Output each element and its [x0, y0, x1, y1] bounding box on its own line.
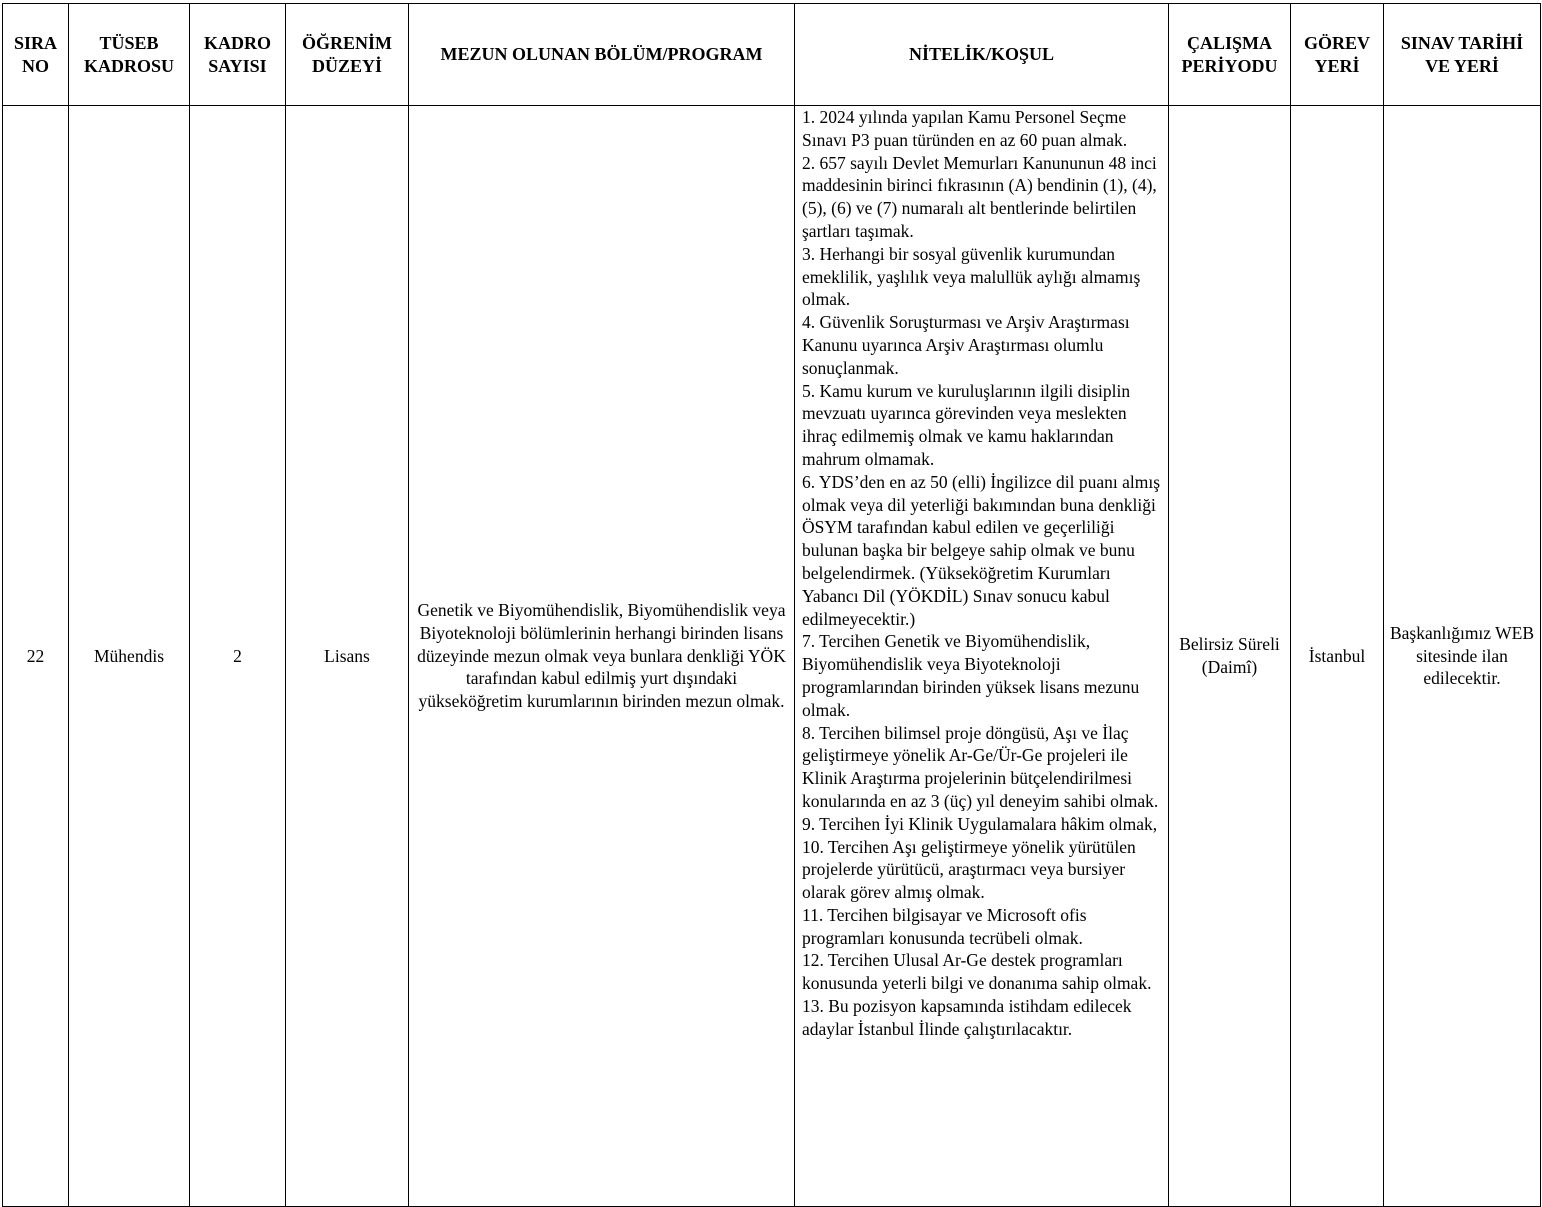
header-sayi: KADRO SAYISI: [190, 4, 286, 106]
condition-item: 6. YDS’den en az 50 (elli) İngilizce dil puanı almış olmak veya dil yeterliği bakımından buna denkliği ÖSYM tarafından kabul edilen ve geçerliliği bulunan başka bir belgeye sahip olmak ve bunu belgelendirmek. (Yükseköğretim Kurumları Yabancı Dil (YÖKDİL) Sınav sonucu kabul edilmeyecektir.): [802, 471, 1160, 629]
cell-nitelik: [795, 106, 1169, 1207]
condition-item: 11. Tercihen bilgisayar ve Microsoft ofis programları konusunda tecrübeli olmak.: [802, 904, 1087, 948]
header-kadro: TÜSEB KADROSU: [69, 4, 190, 106]
header-ogrenim: ÖĞRENİM DÜZEYİ: [286, 4, 409, 106]
table-row: [3, 106, 1541, 1207]
condition-item: 8. Tercihen bilimsel proje döngüsü, Aşı ve İlaç geliştirmeye yönelik Ar-Ge/Ür-Ge projeleri ile Klinik Araştırma projelerinin bütçelendirilmesi konularında en az 3 (üç) yıl deneyim sahibi olmak.: [802, 722, 1159, 811]
cell-bolum: Genetik ve Biyomühendislik, Biyomühendislik veya Biyoteknoloji bölümlerinin herhangi birinden lisans düzeyinde mezun olmak veya bunlara denkliği YÖK tarafından kabul edilmiş yurt dışındaki yükseköğretim kurumlarının birinden mezun olmak.: [409, 106, 795, 1207]
cell-periyot: Belirsiz Süreli (Daimî): [1169, 106, 1291, 1207]
cell-sayi: 2: [190, 106, 286, 1207]
condition-item: 4. Güvenlik Soruşturması ve Arşiv Araştırması Kanunu uyarınca Arşiv Araştırması olumlu sonuçlanmak.: [802, 312, 1130, 378]
header-periyot: ÇALIŞMA PERİYODU: [1169, 4, 1291, 106]
condition-item: 2. 657 sayılı Devlet Memurları Kanununun 48 inci maddesinin birinci fıkrasının (A) bendinin (1), (4), (5), (6) ve (7) numaralı alt bentlerinde belirtilen şartları taşımak.: [802, 152, 1157, 241]
header-bolum: MEZUN OLUNAN BÖLÜM/PROGRAM: [409, 4, 795, 106]
condition-item: 13. Bu pozisyon kapsamında istihdam edilecek adaylar İstanbul İlinde çalıştırılacaktır.: [802, 996, 1132, 1039]
condition-item: 3. Herhangi bir sosyal güvenlik kurumundan emeklilik, yaşlılık veya malullük aylığı almamış olmak.: [802, 243, 1141, 310]
cell-kadro: Mühendis: [69, 106, 190, 1207]
cell-sinav: Başkanlığımız WEB sitesinde ilan edilecektir.: [1384, 106, 1541, 1207]
condition-item: 1. 2024 yılında yapılan Kamu Personel Seçme Sınavı P3 puan türünden en az 60 puan almak.: [802, 107, 1128, 150]
condition-item: 7. Tercihen Genetik ve Biyomühendislik, Biyomühendislik veya Biyoteknoloji programlarından birinden yüksek lisans mezunu olmak.: [802, 631, 1140, 720]
cell-ogrenim: Lisans: [286, 106, 409, 1207]
header-gorev-yeri: GÖREV YERİ: [1291, 4, 1384, 106]
condition-item: 5. Kamu kurum ve kuruluşlarının ilgili disiplin mevzuatı uyarınca görevinden veya meslekten ihraç edilmemiş olmak ve kamu haklarından mahrum olmamak.: [802, 380, 1131, 469]
condition-item: 10. Tercihen Aşı geliştirmeye yönelik yürütülen projelerde yürütücü, araştırmacı veya bursiyer olarak görev almış olmak.: [802, 836, 1136, 903]
job-posting-table: [2, 3, 1541, 1207]
header-sira-no: SIRA NO: [3, 4, 69, 106]
header-nitelik: NİTELİK/KOŞUL: [795, 4, 1169, 106]
condition-item: 12. Tercihen Ulusal Ar-Ge destek programları konusunda yeterli bilgi ve donanıma sahip olmak.: [802, 950, 1152, 994]
condition-item: 9. Tercihen İyi Klinik Uygulamalara hâkim olmak,: [802, 813, 1158, 834]
cell-gorev-yeri: İstanbul: [1291, 106, 1384, 1207]
header-sinav: SINAV TARİHİ VE YERİ: [1384, 4, 1541, 106]
cell-sira-no: 22: [3, 106, 69, 1207]
header-row: [3, 4, 1541, 106]
